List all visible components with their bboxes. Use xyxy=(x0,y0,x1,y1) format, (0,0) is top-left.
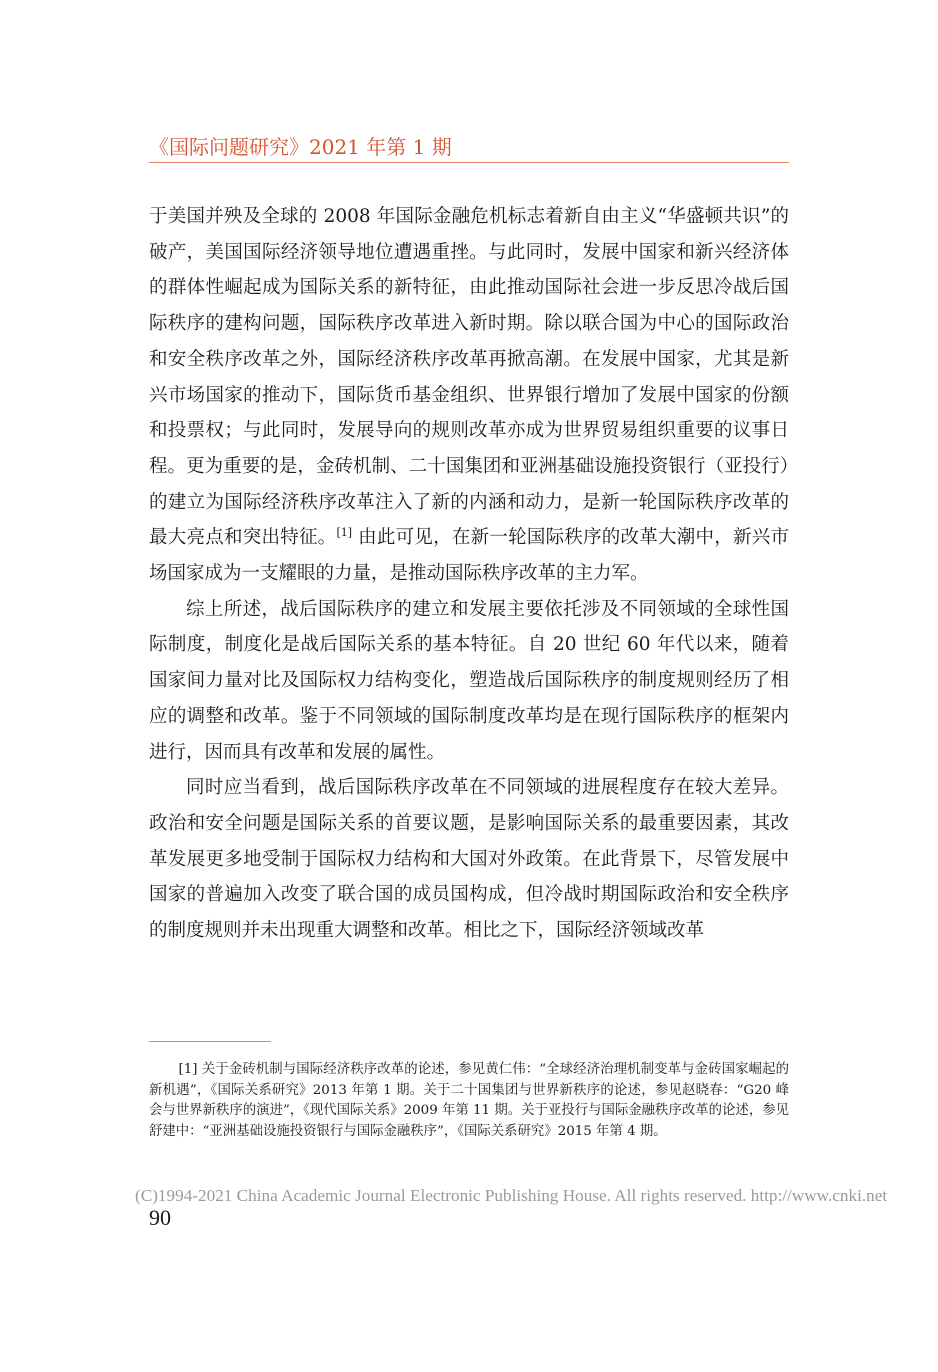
footnote-1: [1] 关于金砖机制与国际经济秩序改革的论述，参见黄仁伟：“全球经济治理机制变革与金砖国家崛起的新机遇”，《国际关系研究》2013 年第 1 期。关于二十国集团与世界新秩序的论述，参见赵晓春：“G20 峰会与世界新秩序的演进”，《现代国际关系》2009 年第 11 期。关于亚投行与国际金融秩序改革的论述，参见舒建中：“亚洲基础设施投资银行与国际金融秩序”，《国际关系研究》2015 年第 4 期。 xyxy=(149,1062,789,1139)
paragraph-3: 同时应当看到，战后国际秩序改革在不同领域的进展程度存在较大差异。政治和安全问题是国际关系的首要议题，是影响国际关系的最重要因素，其改革发展更多地受制于国际权力结构和大国对外政策。在此背景下，尽管发展中国家的普遍加入改变了联合国的成员国构成，但冷战时期国际政治和安全秩序的制度规则并未出现重大调整和改革。相比之下，国际经济领域改革 xyxy=(149,777,789,942)
paragraph-1-continuation: 由此可见，在新一轮国际秩序的改革大潮中，新兴市场国家成为一支耀眼的力量，是推动国际秩序改革的主力军。 xyxy=(149,527,789,585)
copyright-notice: (C)1994-2021 China Academic Journal Electronic Publishing House. All rights reserved. http://www.cnki.net xyxy=(135,1186,888,1205)
running-header: 《国际问题研究》2021 年第 1 期 xyxy=(149,135,452,159)
header-rule xyxy=(149,162,789,163)
paragraph-1-text: 于美国并殃及全球的 2008 年国际金融危机标志着新自由主义“华盛顿共识”的破产，美国国际经济领导地位遭遇重挫。与此同时，发展中国家和新兴经济体的群体性崛起成为国际关系的新特征，由此推动国际社会进一步反思冷战后国际秩序的建构问题，国际秩序改革进入新时期。除以联合国为中心的国际政治和安全秩序改革之外，国际经济秩序改革再掀高潮。在发展中国家，尤其是新兴市场国家的推动下，国际货币基金组织、世界银行增加了发展中国家的份额和投票权；与此同时，发展导向的规则改革亦成为世界贸易组织重要的议事日程。更为重要的是，金砖机制、二十国集团和亚洲基础设施投资银行（亚投行）的建立为国际经济秩序改革注入了新的内涵和动力，是新一轮国际秩序改革的最大亮点和突出特征。 xyxy=(149,206,789,549)
page-number: 90 xyxy=(149,1205,171,1230)
footnote-reference[interactable]: [1] xyxy=(336,526,353,540)
paragraph-1 xyxy=(149,199,789,592)
footnote-separator xyxy=(149,1041,271,1042)
main-body xyxy=(149,199,789,949)
paragraph-2: 综上所述，战后国际秩序的建立和发展主要依托涉及不同领域的全球性国际制度，制度化是战后国际关系的基本特征。自 20 世纪 60 年代以来，随着国家间力量对比及国际权力结构变化，塑造战后国际秩序的制度规则经历了相应的调整和改革。鉴于不同领域的国际制度改革均是在现行国际秩序的框架内进行，因而具有改革和发展的属性。 xyxy=(149,598,789,763)
